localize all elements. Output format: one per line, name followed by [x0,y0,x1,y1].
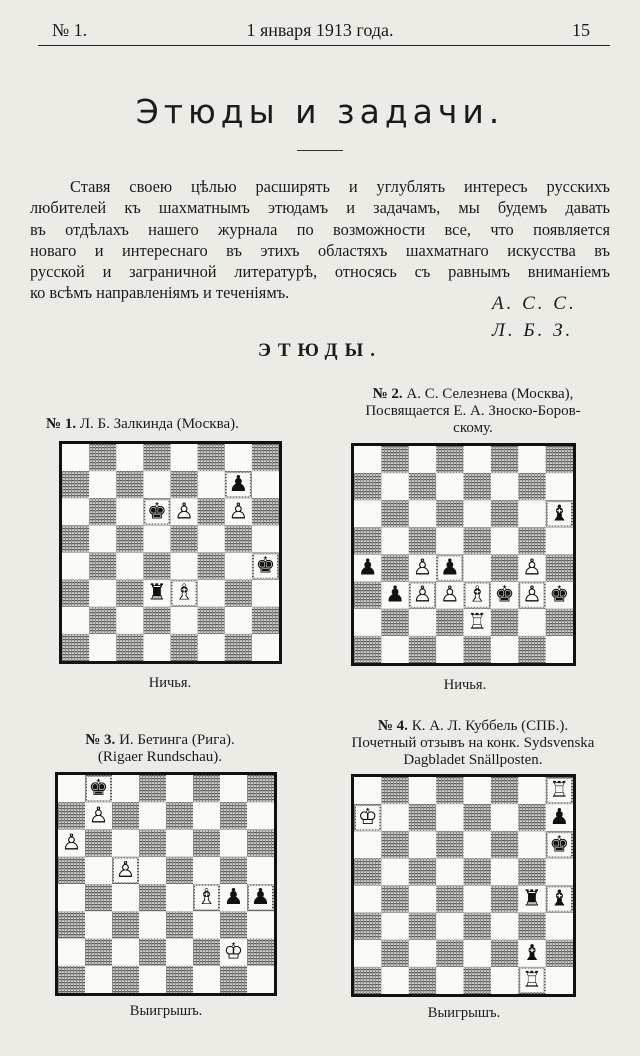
dark-square [546,609,573,636]
dark-square [546,555,573,582]
dark-square [518,858,545,885]
signature: Л. Б. З. [492,320,574,341]
chess-piece-king-icon: ♚ [494,582,515,608]
dark-square [491,446,518,473]
issue-date: 1 января 1913 года. [246,20,394,40]
dark-square [85,830,112,857]
dark-square [518,804,545,831]
dark-square [139,775,166,802]
dark-square [409,913,436,940]
chess-piece-bishop-icon: ♝ [549,886,570,912]
dark-square [171,525,198,552]
dark-square [518,913,545,940]
dark-square [143,607,170,634]
dark-square [85,939,112,966]
chess-piece-pawn-icon: ♙ [412,582,433,608]
chess-piece-pawn-icon: ♟ [228,472,249,498]
dark-square [220,802,247,829]
study-result: Ничья. [443,677,487,693]
dark-square [116,634,143,661]
study-caption [46,416,239,433]
dark-square [62,525,89,552]
dark-square [247,775,274,802]
chess-piece-pawn-icon: ♙ [522,555,542,581]
dark-square [464,804,491,831]
dark-square [198,607,225,634]
chess-piece-bishop-icon: ♗ [174,580,194,606]
dark-square [464,636,491,663]
chess-piece-rook-icon: ♖ [549,778,570,804]
dark-square [409,804,436,831]
dark-square [409,473,436,500]
page-title: Этюды и задачи. [135,92,505,131]
chess-piece-pawn-icon: ♟ [250,885,271,911]
study-author: И. Бетинга (Рига). [119,732,235,748]
dark-square [139,939,166,966]
chess-piece-king-icon: ♚ [88,776,109,802]
dark-square [89,553,116,580]
study-author: К. А. Л. Куббель (СПБ.). [411,718,569,734]
dark-square [491,777,518,804]
chess-piece-pawn-icon: ♙ [115,857,136,883]
dark-square [354,636,381,663]
dark-square [252,498,279,525]
chess-piece-rook-icon: ♜ [147,580,167,606]
study-award: Почетный отзывъ на конк. Sydsvenska [351,735,595,751]
dark-square [220,966,247,993]
section-title: ЭТЮДЫ. [257,340,382,361]
chess-piece-king-icon: ♚ [549,582,570,608]
study-result: Ничья. [148,675,192,691]
dark-square [464,913,491,940]
chess-piece-pawn-icon: ♙ [174,499,194,525]
chess-piece-pawn-icon: ♙ [439,582,460,608]
dark-square [491,886,518,913]
dark-square [247,939,274,966]
chess-piece-pawn-icon: ♟ [223,885,244,911]
intro-line: въ отдѣлахъ нашего журнала по возможности все, что появляется [30,219,610,239]
study-source: (Rigaer Rundschau). [97,749,223,765]
intro-line: любителей къ шахматнымъ этюдамъ и задачамъ, мы будемъ давать [30,198,610,218]
dark-square [85,884,112,911]
dark-square [58,857,85,884]
dark-square [112,911,139,938]
dark-square [518,473,545,500]
chess-piece-bishop-icon: ♝ [522,940,542,966]
dark-square [381,446,408,473]
dark-square [409,858,436,885]
study-result: Выигрышъ. [427,1005,501,1021]
dark-square [491,940,518,967]
dark-square [143,444,170,471]
study-number: № 1. [46,416,77,432]
dark-square [381,831,408,858]
dark-square [62,471,89,498]
chess-piece-pawn-icon: ♟ [385,582,405,608]
study-number: № 3. [85,732,116,748]
chess-piece-pawn-icon: ♙ [412,555,433,581]
dark-square [62,634,89,661]
dark-square [166,911,193,938]
dark-square [436,886,463,913]
study-award: Dagbladet Snällposten. [403,752,543,768]
dark-square [354,582,381,609]
chess-piece-king-icon: ♔ [223,939,244,965]
intro-line: русской и заграничной литературѣ, относясь съ равнымъ вниманіемъ [30,262,610,282]
chess-board [59,441,282,664]
intro-line: ко всѣмъ направленіямъ и теченіямъ. [30,283,290,303]
dark-square [193,830,220,857]
dark-square [354,967,381,994]
intro-line: Ставя своею цѣлью расширять и углублять интересъ русскихъ [70,177,610,196]
study-number: № 4. [377,718,408,734]
issue-number: № 1. [52,20,88,40]
dark-square [198,498,225,525]
chess-piece-pawn-icon: ♙ [88,803,109,829]
dark-square [171,471,198,498]
dark-square [198,444,225,471]
dark-square [381,940,408,967]
title-rule [297,150,343,151]
dark-square [247,830,274,857]
header-rule [38,45,610,46]
chess-piece-pawn-icon: ♟ [357,555,378,581]
dark-square [139,830,166,857]
intro-line: новаго и интереснаго въ этихъ областяхъ шахматнаго искусства въ [30,240,610,260]
dark-square [166,802,193,829]
dark-square [354,527,381,554]
dark-square [112,966,139,993]
dark-square [409,967,436,994]
dark-square [381,609,408,636]
dark-square [166,857,193,884]
page-number: 15 [572,20,590,40]
dark-square [193,939,220,966]
dark-square [518,636,545,663]
study-dedication: скому. [453,420,493,436]
chess-board [351,774,576,997]
dark-square [436,831,463,858]
dark-square [62,580,89,607]
chess-piece-pawn-icon: ♟ [549,805,570,831]
chess-piece-bishop-icon: ♗ [467,582,488,608]
chess-piece-pawn-icon: ♙ [61,830,82,856]
chess-piece-rook-icon: ♖ [522,967,542,993]
dark-square [89,444,116,471]
dark-square [381,555,408,582]
study-dedication: Посвящается Е. А. Зноско-Боров- [365,403,581,419]
chess-piece-bishop-icon: ♝ [549,501,570,527]
dark-square [354,913,381,940]
dark-square [116,525,143,552]
chess-piece-king-icon: ♚ [147,499,167,525]
dark-square [58,966,85,993]
dark-square [252,607,279,634]
dark-square [252,444,279,471]
chess-piece-rook-icon: ♜ [522,886,542,912]
dark-square [193,775,220,802]
chess-piece-bishop-icon: ♗ [196,885,217,911]
study-author: А. С. Селезнева (Москва), [406,386,574,402]
dark-square [225,525,252,552]
chess-piece-king-icon: ♚ [549,832,570,858]
dark-square [464,858,491,885]
dark-square [436,609,463,636]
dark-square [354,858,381,885]
dark-square [491,609,518,636]
dark-square [225,580,252,607]
dark-square [354,473,381,500]
dark-square [139,884,166,911]
dark-square [491,555,518,582]
dark-square [464,527,491,554]
dark-square [518,527,545,554]
dark-square [381,500,408,527]
dark-square [58,911,85,938]
study-caption [40,732,280,766]
dark-square [546,940,573,967]
study-caption [322,718,624,769]
dark-square [491,500,518,527]
dark-square [89,498,116,525]
dark-square [116,471,143,498]
dark-square [464,967,491,994]
dark-square [436,500,463,527]
study-caption [330,386,616,437]
dark-square [116,580,143,607]
intro-paragraph [30,176,610,304]
dark-square [409,527,436,554]
signature: А. С. С. [492,293,577,314]
chess-piece-king-icon: ♔ [357,805,378,831]
dark-square [464,473,491,500]
dark-square [546,446,573,473]
dark-square [198,553,225,580]
dark-square [166,966,193,993]
dark-square [58,802,85,829]
dark-square [143,553,170,580]
chess-piece-pawn-icon: ♙ [522,582,542,608]
dark-square [381,886,408,913]
dark-square [225,634,252,661]
chess-piece-pawn-icon: ♟ [439,555,460,581]
dark-square [436,777,463,804]
dark-square [112,802,139,829]
dark-square [89,607,116,634]
dark-square [171,634,198,661]
dark-square [491,831,518,858]
chess-board [55,772,277,996]
study-number: № 2. [372,386,403,402]
dark-square [436,446,463,473]
chess-board [351,443,576,666]
chess-piece-pawn-icon: ♙ [228,499,249,525]
dark-square [409,636,436,663]
study-author: Л. Б. Залкинда (Москва). [79,416,239,432]
dark-square [381,777,408,804]
dark-square [220,911,247,938]
chess-piece-king-icon: ♚ [255,553,276,579]
chess-piece-rook-icon: ♖ [467,609,488,635]
study-result: Выигрышъ. [129,1003,203,1019]
dark-square [220,857,247,884]
dark-square [436,940,463,967]
